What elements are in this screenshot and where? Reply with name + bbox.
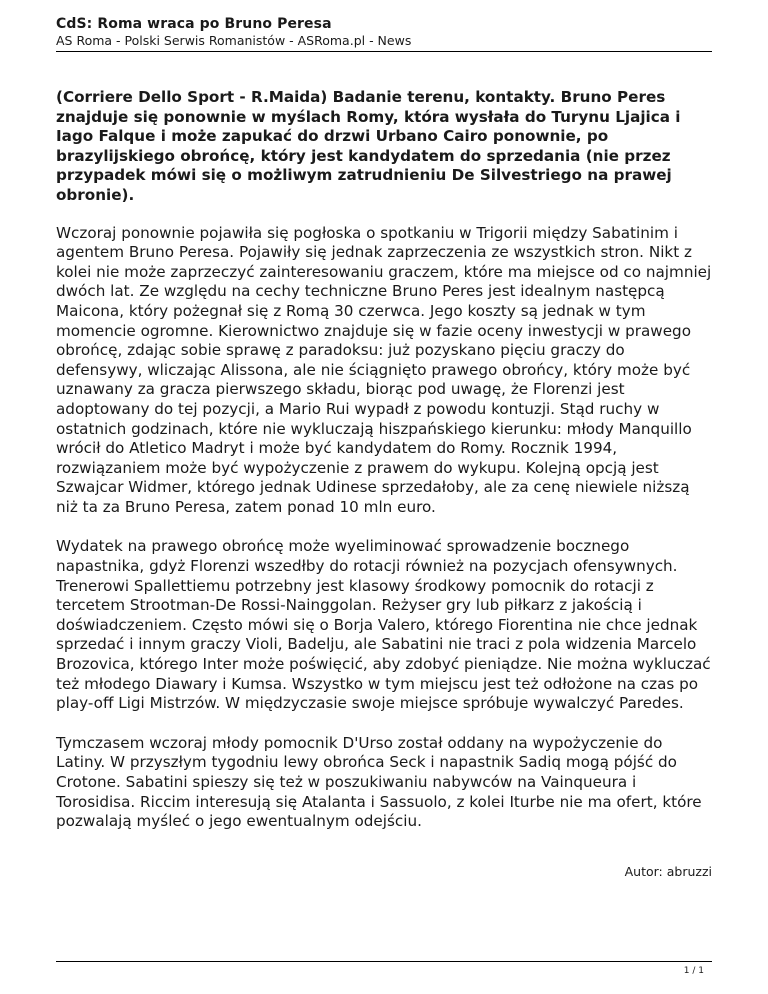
article-body (56, 88, 712, 879)
article-lead: (Corriere Dello Sport - R.Maida) Badanie terenu, kontakty. Bruno Peres znajduje się ponownie w myślach Romy, która wysłała do Turynu Ljajica i Iago Falque i może zapukać do drzwi Urbano Cairo ponownie, po brazylijskiego obrońcę, który jest kandydatem do sprzedania (nie przez przypadek mówi się o możliwym zatrudnieniu De Silvestriego na prawej obronie). (56, 88, 681, 204)
document-page (56, 0, 712, 994)
footer-divider (56, 961, 712, 962)
article-paragraph: Wczoraj ponownie pojawiła się pogłoska o spotkaniu w Trigorii między Sabatinim i agentem Bruno Peresa. Pojawiły się jednak zaprzeczenia ze wszystkich stron. Nikt z kolei nie może zaprzeczyć zainteresowaniu graczem, które ma miejsce od co najmniej dwóch lat. Ze względu na cechy techniczne Bruno Peres jest idealnym następcą Maicona, który pożegnał się z Romą 30 czerwca. Jego koszty są jednak w tym momencie ogromne. Kierownictwo znajduje się w fazie oceny inwestycji w prawego obrońcę, zdając sobie sprawę z paradoksu: już pozyskano pięciu graczy do defensywy, wliczając Alissona, ale nie ściągnięto prawego obrońcy, który może być uznawany za gracza pierwszego składu, biorąc pod uwagę, że Florenzi jest adoptowany do tej pozycji, a Mario Rui wypadł z powodu kontuzji. Stąd ruchy w ostatnich godzinach, które nie wykluczają hiszpańskiego kierunku: młody Manquillo wrócił do Atletico Madryt i może być kandydatem do Romy. Rocznik 1994, rozwiązaniem może być wypożyczenie z prawem do wykupu. Kolejną opcją jest Szwajcar Widmer, którego jednak Udinese sprzedałoby, ale za cenę niewiele niższą niż ta za Bruno Peresa, zatem ponad 10 mln euro. (56, 223, 712, 516)
page-number: 1 / 1 (683, 966, 704, 976)
page-header-subtitle: AS Roma - Polski Serwis Romanistów - ASRoma.pl - News (56, 33, 412, 48)
article-author: Autor: abruzzi (624, 863, 712, 879)
page-header-title: CdS: Roma wraca po Bruno Peresa (56, 16, 332, 32)
header-divider (56, 51, 712, 52)
article-paragraph: Wydatek na prawego obrońcę może wyeliminować sprowadzenie bocznego napastnika, gdyż Florenzi wszedłby do rotacji również na pozycjach ofensywnych. Trenerowi Spallettiemu potrzebny jest klasowy środkowy pomocnik do rotacji z tercetem Strootman-De Rossi-Nainggolan. Reżyser gry lub piłkarz z jakością i doświadczeniem. Często mówi się o Borja Valero, którego Fiorentina nie chce jednak sprzedać i innym graczy Violi, Badelju, ale Sabatini nie traci z pola widzenia Marcelo Brozovica, którego Inter może poświęcić, aby zdobyć pieniądze. Nie można wykluczać też młodego Diawary i Kumsa. Wszystko w tym miejscu jest też odłożone na czas po play-off Ligi Mistrzów. W międzyczasie swoje miejsce spróbuje wywalczyć Paredes. (56, 537, 711, 713)
article-paragraph: Tymczasem wczoraj młody pomocnik D'Urso został oddany na wypożyczenie do Latiny. W przyszłym tygodniu lewy obrońca Seck i napastnik Sadiq mogą pójść do Crotone. Sabatini spieszy się też w poszukiwaniu nabywców na Vainqueura i Torosidisa. Riccim interesują się Atalanta i Sassuolo, z kolei Iturbe nie ma ofert, które pozwalają myśleć o jego ewentualnym odejściu. (56, 733, 702, 831)
